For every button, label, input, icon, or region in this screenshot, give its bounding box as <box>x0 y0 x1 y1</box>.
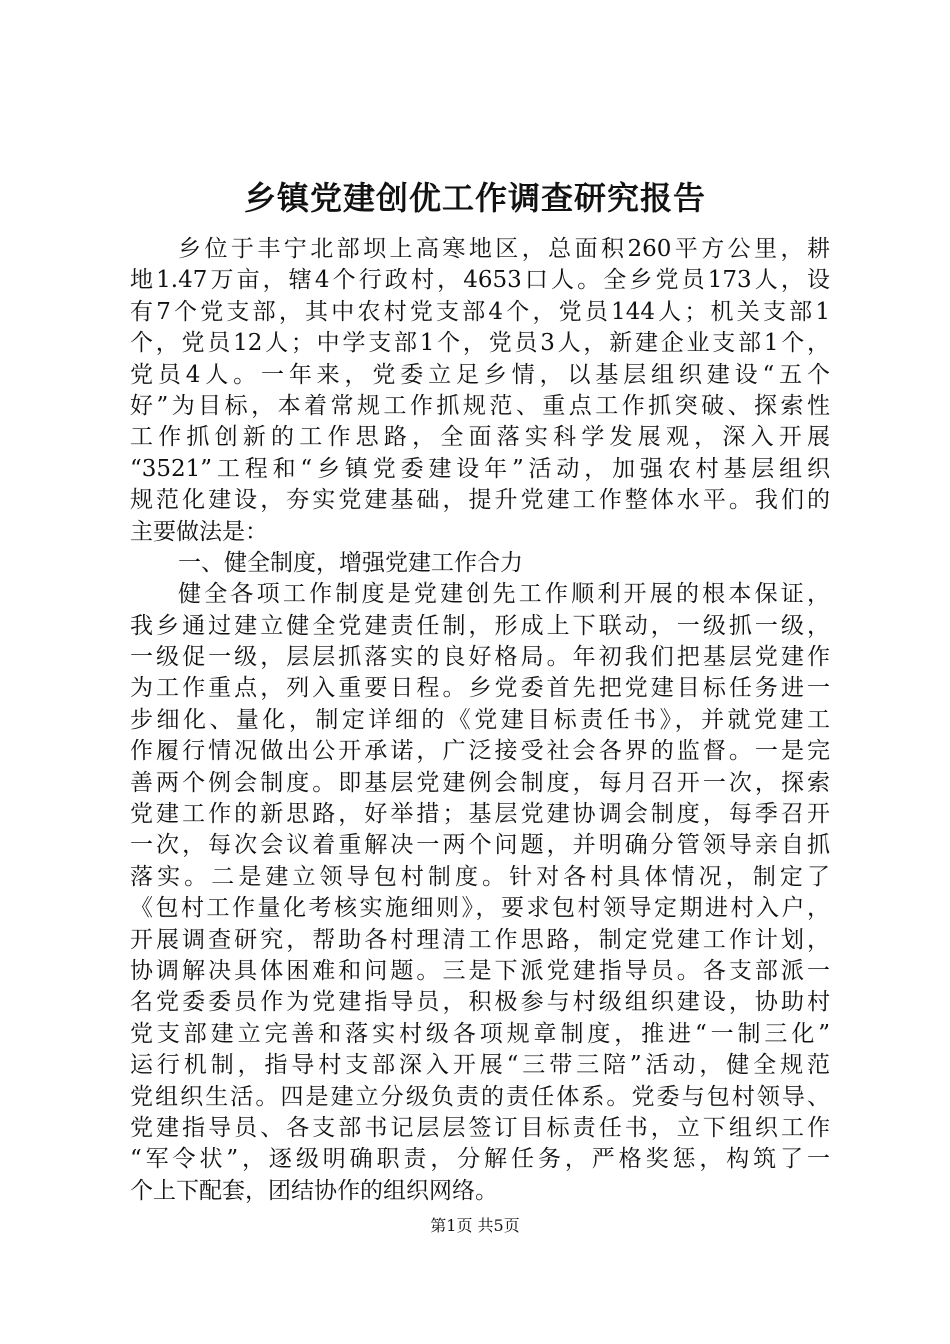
body-line: 善两个例会制度。即基层党建例会制度，每月召开一次，探索 <box>130 769 830 796</box>
body-line: 地1.47万亩，辖4个行政村，4653口人。全乡党员173人，设 <box>130 267 830 294</box>
body-line: 工作抓创新的工作思路，全面落实科学发展观，深入开展 <box>130 424 830 451</box>
body-line: 作履行情况做出公开承诺，广泛接受社会各界的监督。一是完 <box>130 738 830 765</box>
body-line: 一级促一级，层层抓落实的良好格局。年初我们把基层党建作 <box>130 644 830 671</box>
body-line: 党员4人。一年来，党委立足乡情，以基层组织建设“五个 <box>130 361 830 388</box>
document-body <box>130 234 830 1207</box>
body-line: 一次，每次会议着重解决一两个问题，并明确分管领导亲自抓 <box>130 832 830 859</box>
body-line: 健全各项工作制度是党建创先工作顺利开展的根本保证， <box>178 581 830 608</box>
document-title: 乡镇党建创优工作调查研究报告 <box>243 179 706 217</box>
body-line: 《包村工作量化考核实施细则》，要求包村领导定期进村入户， <box>130 895 830 922</box>
body-line: “3521”工程和“乡镇党委建设年”活动，加强农村基层组织 <box>130 455 830 482</box>
body-line: 个上下配套，团结协作的组织网络。 <box>130 1177 498 1204</box>
body-line: 乡位于丰宁北部坝上高寒地区，总面积260平方公里，耕 <box>178 236 830 262</box>
body-line: 名党委委员作为党建指导员，积极参与村级组织建设，协助村 <box>130 989 830 1016</box>
page-number-footer: 第1页 共5页 <box>430 1216 520 1235</box>
body-line: 开展调查研究，帮助各村理清工作思路，制定党建工作计划， <box>130 926 830 953</box>
body-line: 党建工作的新思路，好举措；基层党建协调会制度，每季召开 <box>130 801 830 828</box>
body-line: 我乡通过建立健全党建责任制，形成上下联动，一级抓一级， <box>130 612 830 639</box>
body-line: 个，党员12人；中学支部1个，党员3人，新建企业支部1个， <box>130 330 830 357</box>
section-heading: 一、健全制度，增强党建工作合力 <box>178 549 523 576</box>
body-line: 主要做法是： <box>130 518 268 545</box>
body-line: 运行机制，指导村支部深入开展“三带三陪”活动，健全规范 <box>130 1052 830 1079</box>
body-line: 落实。二是建立领导包村制度。针对各村具体情况，制定了 <box>130 863 830 890</box>
body-line: 协调解决具体困难和问题。三是下派党建指导员。各支部派一 <box>130 957 830 984</box>
body-line: 党组织生活。四是建立分级负责的责任体系。党委与包村领导、 <box>130 1083 830 1110</box>
body-line: 党建指导员、各支部书记层层签订目标责任书，立下组织工作 <box>130 1114 830 1141</box>
body-line: 规范化建设，夯实党建基础，提升党建工作整体水平。我们的 <box>130 487 830 514</box>
body-line: 步细化、量化，制定详细的《党建目标责任书》，并就党建工 <box>130 706 830 733</box>
body-line: 党支部建立完善和落实村级各项规章制度，推进“一制三化” <box>130 1020 830 1047</box>
body-line: 有7个党支部，其中农村党支部4个，党员144人；机关支部1 <box>130 298 830 325</box>
body-line: 好”为目标，本着常规工作抓规范、重点工作抓突破、探索性 <box>130 392 830 419</box>
body-line: “军令状”，逐级明确职责，分解任务，严格奖惩，构筑了一 <box>130 1146 830 1173</box>
body-line: 为工作重点，列入重要日程。乡党委首先把党建目标任务进一 <box>130 675 830 702</box>
